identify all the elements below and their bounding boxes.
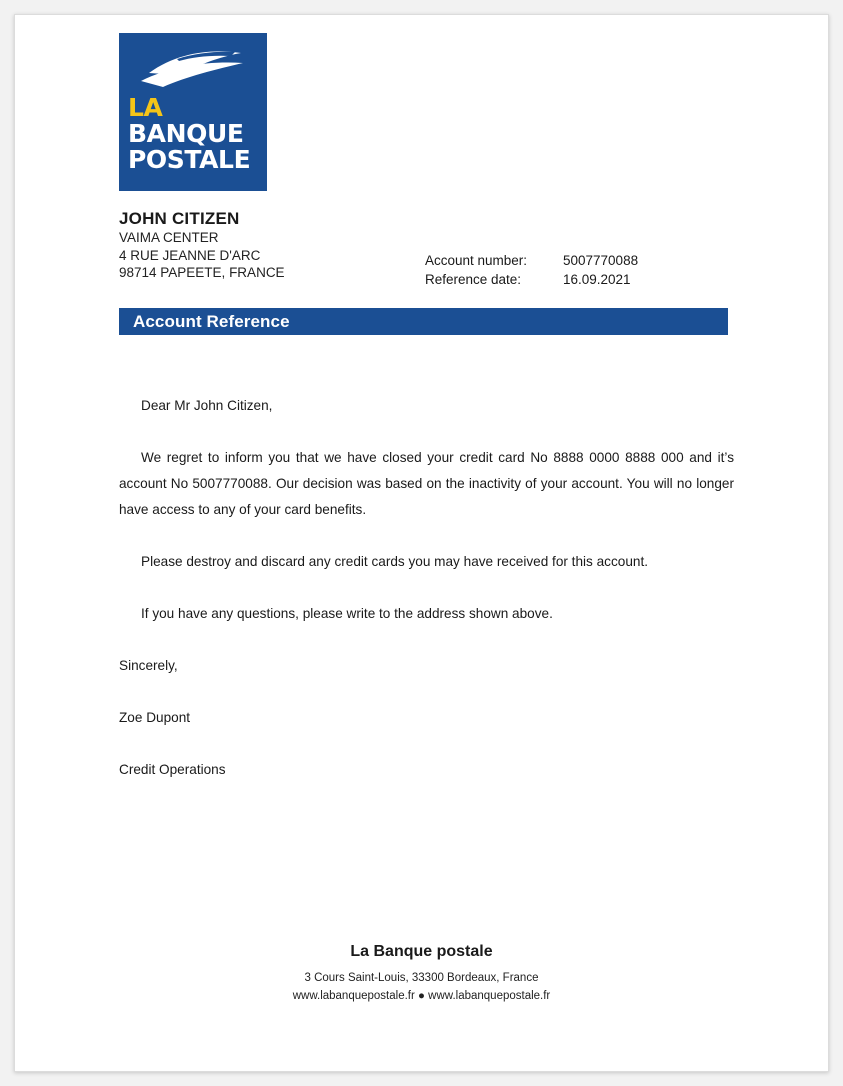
- signer-title: Credit Operations: [119, 761, 226, 777]
- page-footer: [15, 943, 828, 1004]
- letter-signature-block: [119, 653, 734, 783]
- letter-paragraph-2: Please destroy and discard any credit cards you may have received for this account.: [141, 553, 649, 569]
- footer-website: www.labanquepostale.fr ● www.labanquepostale.fr: [292, 990, 551, 1002]
- reference-date-value: 16.09.2021: [563, 272, 631, 287]
- recipient-name: JOHN CITIZEN: [119, 209, 240, 228]
- letter-salutation: Dear Mr John Citizen,: [141, 397, 273, 413]
- account-number-value: 5007770088: [563, 253, 639, 268]
- letter-body: [119, 393, 734, 783]
- letter-paragraph-1: We regret to inform you that we have closed your credit card No 8888 0000 8888 000 and it’s account No 5007770088. Our decision was based on the inactivity of your account. You will no longer have access to any of your card benefits.: [119, 449, 734, 517]
- letter-closing: Sincerely,: [119, 657, 178, 673]
- signer-name: Zoe Dupont: [119, 709, 191, 725]
- letter-paragraph-3: If you have any questions, please write to the address shown above.: [141, 605, 553, 621]
- account-number-row: [425, 251, 638, 270]
- account-number-label: Account number:: [425, 253, 528, 268]
- recipient-address-line-1: VAIMA CENTER: [119, 230, 219, 245]
- footer-address: 3 Cours Saint-Louis, 33300 Bordeaux, France: [304, 972, 539, 984]
- letter-content: [119, 33, 748, 809]
- account-meta-block: [425, 251, 638, 289]
- reference-date-row: [425, 270, 638, 289]
- logo-wordmark: [128, 95, 263, 172]
- document-title-bar: Account Reference: [119, 308, 728, 335]
- letter-page: [14, 14, 829, 1072]
- bird-logo-icon: [119, 37, 267, 99]
- recipient-address-line-3: 98714 PAPEETE, FRANCE: [119, 265, 285, 280]
- la-banque-postale-logo: [119, 33, 267, 191]
- logo-line-la: LA: [128, 93, 163, 122]
- footer-company-name: La Banque postale: [350, 943, 493, 960]
- recipient-address-line-2: 4 RUE JEANNE D'ARC: [119, 247, 261, 263]
- logo-line-postale: POSTALE: [128, 144, 251, 174]
- logo-line-banque: BANQUE: [128, 119, 244, 148]
- reference-date-label: Reference date:: [425, 272, 522, 287]
